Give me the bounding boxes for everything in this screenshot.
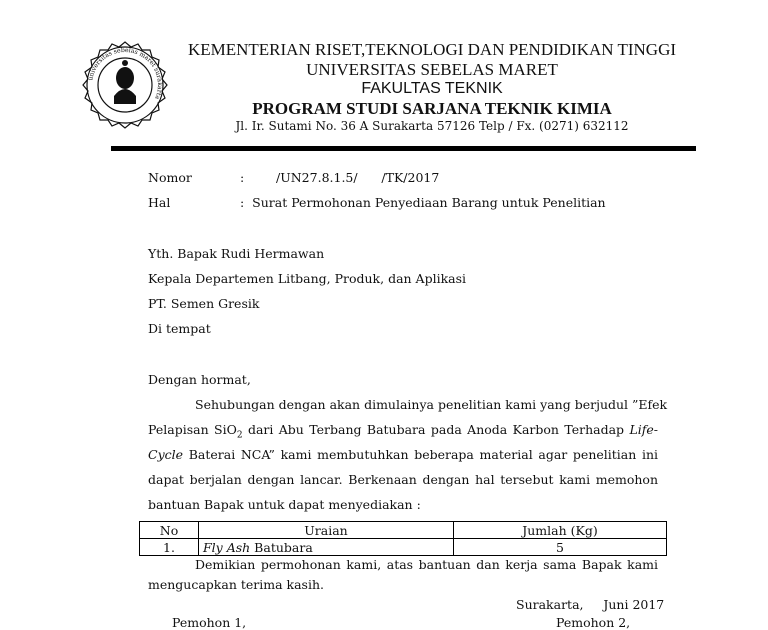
table-header-no: No [140, 522, 199, 539]
hal-label: Hal [148, 195, 171, 210]
nomor-value: /UN27.8.1.5/ /TK/2017 [276, 170, 440, 185]
nomor-colon: : [240, 170, 245, 185]
closing-line-2: mengucapkan terima kasih. [148, 577, 324, 592]
table-header-jumlah: Jumlah (Kg) [454, 522, 667, 539]
pemohon-1-label: Pemohon 1, [172, 615, 247, 630]
paragraph-line-5: bantuan Bapak untuk dapat menyediakan : [148, 497, 421, 512]
table-cell-uraian: Fly Ash Batubara [199, 539, 454, 556]
table-cell-jumlah: 5 [454, 539, 667, 556]
table-header-row [140, 522, 667, 539]
hal-value: : Surat Permohonan Penyediaan Barang untuk Penelitian [240, 195, 606, 210]
letterhead-ministry: KEMENTERIAN RISET,TEKNOLOGI DAN PENDIDIKAN TINGGI [187, 40, 677, 59]
paragraph-line-3: Cycle Baterai NCA” kami membutuhkan beberapa material agar penelitian ini [148, 447, 658, 462]
closing-line-1: Demikian permohonan kami, atas bantuan dan kerja sama Bapak kami [195, 557, 658, 572]
place-date: Surakarta, Juni 2017 [516, 597, 665, 612]
letterhead-divider [111, 146, 696, 151]
recipient-place: Di tempat [148, 321, 211, 336]
letterhead-address: Jl. Ir. Sutami No. 36 A Surakarta 57126 Telp / Fx. (0271) 632112 [235, 119, 629, 133]
table-row [140, 539, 667, 556]
pemohon-2-label: Pemohon 2, [556, 615, 631, 630]
recipient-name: Yth. Bapak Rudi Hermawan [148, 246, 325, 261]
recipient-position: Kepala Departemen Litbang, Produk, dan Aplikasi [148, 271, 467, 286]
paragraph-line-1: Sehubungan dengan akan dimulainya penelitian kami yang berjudul ”Efek [195, 397, 668, 412]
letterhead-faculty: FAKULTAS TEKNIK [361, 80, 503, 97]
recipient-company: PT. Semen Gresik [148, 296, 260, 311]
paragraph-line-4: dapat berjalan dengan lancar. Berkenaan dengan hal tersebut kami memohon [148, 472, 658, 487]
paragraph-line-2: Pelapisan SiO$_2$ dari Abu Terbang Batubara pada Anoda Karbon Terhadap Life- [148, 422, 658, 441]
items-table [139, 521, 667, 556]
letterhead-program: PROGRAM STUDI SARJANA TEKNIK KIMIA [252, 99, 612, 118]
salutation: Dengan hormat, [148, 372, 251, 387]
table-cell-no: 1. [140, 539, 199, 556]
letterhead-university: UNIVERSITAS SEBELAS MARET [306, 60, 558, 79]
university-logo [78, 38, 172, 132]
table-header-uraian: Uraian [199, 522, 454, 539]
nomor-label: Nomor [148, 170, 192, 185]
logo-ring-text: universitas sebelas maret surakarta [87, 46, 164, 101]
